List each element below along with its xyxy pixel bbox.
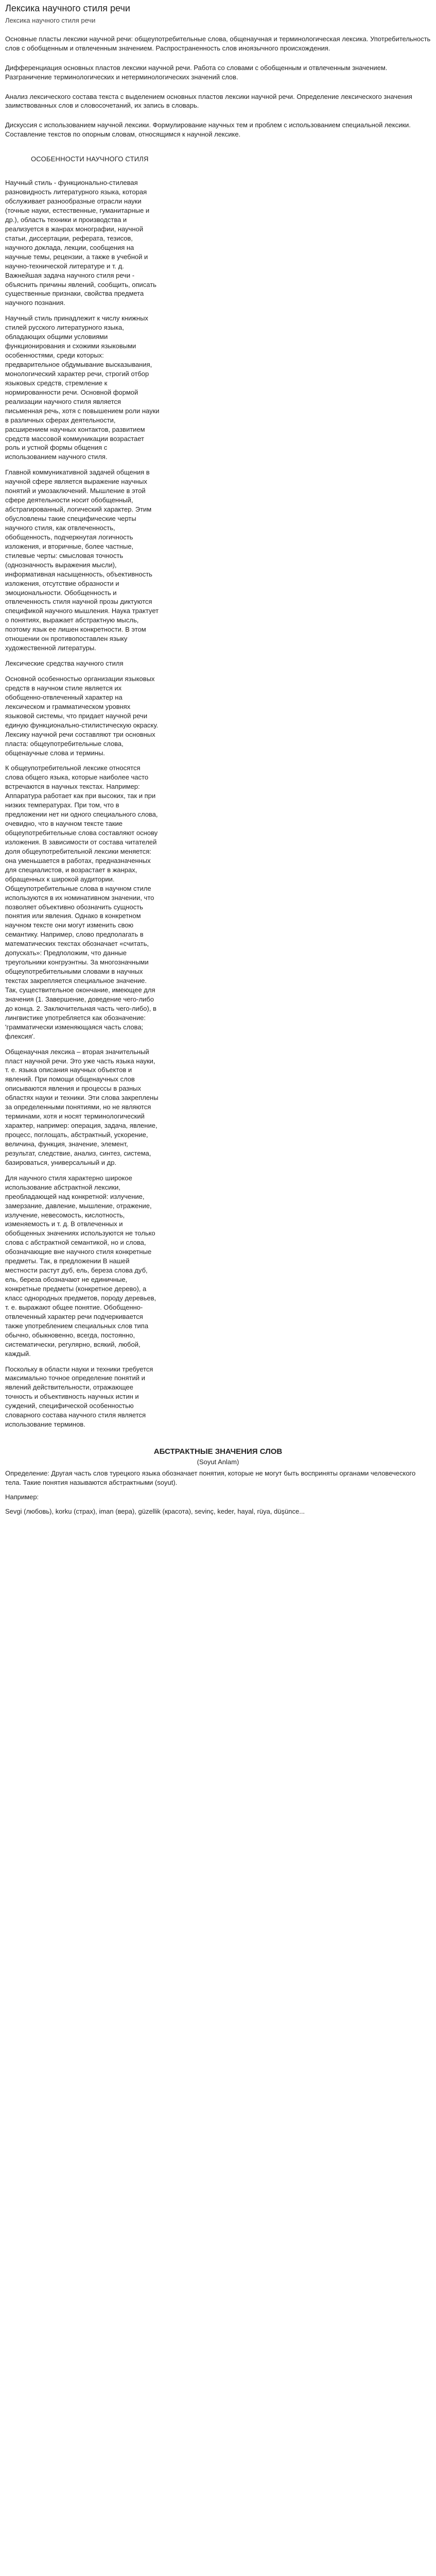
topic-paragraph: Анализ лексического состава текста с выделением основных пластов лексики научной речи. Определение лексического значения заимствованных слов и словосочетаний, их запись в словарь. bbox=[5, 92, 412, 110]
article-paragraph: Главной коммуникативной задачей общения в научной сфере является выражение научных понятий и умозаключений. Мышление в этой сфере деятельности носит обобщенный, абстрагированный, логический характер. Этим обусловлены такие специфические черты научного стиля, как отвлеченность, обобщенность, подчеркнутая логичность изложения, и вторичные, более частные, стилевые черты: смысловая точность (однозначность выражения мысли), информативная насыщенность, объективность изложения, отсутствие образности и эмоциональности. Обобщенность и отвлеченность стиля научной прозы диктуются спецификой научного мышления. Наука трактует о понятиях, выражает абстрактную мысль, поэтому язык ее лишен конкретности. В этом отношении он противопоставлен языку художественной литературы. bbox=[5, 468, 159, 652]
article-paragraph: Для научного стиля характерно широкое использование абстрактной лексики, преобладающей над конкретной: излучение, замерзание, давление, мышление, отражение, излучение, невесомость, кислотность, изменяемость и т. д. В отвлеченных и обобщенных значениях используются не только слова с абстрактной семантикой, но и слова, обозначающие вне научного стиля конкретные предметы. Так, в предложении В нашей местности растут дуб, ель, береза слова дуб, ель, береза обозначают не единичные, конкретные предметы (конкретное дерево), а класс однородных предметов, породу деревьев, т. е. выражают общее понятие. Обобщенно-отвлеченный характер речи подчеркивается также употреблением специальных слов типа обычно, обыкновенно, всегда, постоянно, систематически, регулярно, всякий, любой, каждый. bbox=[5, 1174, 156, 1358]
article-paragraph: Основной особенностью организации языковых средств в научном стиле является их обобщенно-отвлеченный характер на лексическом и грамматическом уровнях языковой системы, что придает научной речи единую функционально-стилистическую окраску. Лексику научной речи составляют три основных пласта: общеупотребительные слова, общенаучные слова и термины. bbox=[5, 675, 159, 757]
definition-paragraph: Определение: Другая часть слов турецкого языка обозначает понятия, которые не могут быть восприняты органами человеческого тела. Такие понятия называются абстрактными (soyut). bbox=[5, 1469, 416, 1486]
article-paragraph: Научный стиль - функционально-стилевая разновидность литературного языка, которая обслуживает разнообразные отрасли науки (точные науки, естественные, гуманитарные и др.), область техники и производства и реализуется в жанрах монографии, научной статьи, диссертации, реферата, тезисов, научного доклада, лекции, сообщения на научные темы, рецензии, а также в учебной и научно-технической литературе и т. д. Важнейшая задача научного стиля речи - объяснить причины явлений, сообщить, описать существенные признаки, свойства предмета научного познания. bbox=[5, 179, 156, 307]
topic-paragraph: Дискуссия с использованием научной лексики. Формулирование научных тем и проблем с использованием специальной лексики. Составление текстов по опорным словам, относящимся к научной лексике. bbox=[5, 121, 411, 139]
article-paragraph: Научный стиль принадлежит к числу книжных стилей русского литературного языка, обладающих общими условиями функционирования и схожими языковыми особенностями, среди которых: предварительное обдумывание высказывания, монологический характер речи, строгий отбор языковых средств, стремление к нормированности речи. Основной формой реализации научного стиля является письменная речь, хотя с повышением роли науки в различных сферах деятельности, расширением научных контактов, развитием средств массовой коммуникации возрастает роль и устной формы общения с использованием научного стиля. bbox=[5, 314, 160, 461]
section-heading: ОСОБЕННОСТИ НАУЧНОГО СТИЛЯ bbox=[31, 155, 149, 163]
abstract-section-title: АБСТРАКТНЫЕ ЗНАЧЕНИЯ СЛОВ bbox=[153, 1447, 283, 1456]
article-body bbox=[5, 178, 160, 1429]
example-words: Sevgi (любовь), korku (страх), iman (вера), güzellik (красота), sevinç, keder, hayal, rüya, düşünce... bbox=[5, 1507, 305, 1515]
article-paragraph: Поскольку в области науки и техники требуется максимально точное определение понятий и явлений действительности, отражающее точность и объективность научных истин и суждений, специфической особенностью словарного состава научного стиля является использование терминов. bbox=[5, 1365, 153, 1429]
article-paragraph: К общеупотребительной лексике относятся слова общего языка, которые наиболее часто встречаются в научных текстах. Например: Аппаратура работает как при высоких, так и при низких температурах. При том, что в предложении нет ни одного специального слова, очевидно, что в научном тексте такие общеупотребительные слова составляют основу изложения. В зависимости от состава читателей доля общеупотребительной лексики меняется: она уменьшается в работах, предназначенных для специалистов, и возрастает в жанрах, обращенных к широкой аудитории. Общеупотребительные слова в научном стиле используются в их номинативном значении, что позволяет объективно обозначить сущность понятия или явления. Однако в конкретном научном тексте они могут изменить свою семантику. Например, слово предполагать в математических текстах обозначает «считать, допускать»: Предположим, что данные треугольники конгруэнтны. За многозначными общеупотребительными словами в научных текстах закрепляется специальное значение. Так, существительное окончание, имеющее для значения (1. Завершение, доведение чего-либо до конца. 2. Заключительная часть чего-либо), в лингвистике употребляется как обозначение: 'грамматически изменяющаяся часть слова; флексия'. bbox=[5, 764, 158, 1040]
abstract-section-subtitle: (Soyut Anlam) bbox=[197, 1458, 239, 1466]
article-paragraph: Общенаучная лексика – вторая значительный пласт научной речи. Это уже часть языка науки, т. е. языка описания научных объектов и явлений. При помощи общенаучных слов описываются явления и процессы в разных областях науки и техники. Эти слова закреплены за определенными понятиями, но не являются терминами, хотя и носят терминологический характер, например: операция, задача, явление, процесс, поглощать, абстрактный, ускорение, величина, функция, значение, элемент, результат, следствие, анализ, синтез, система, базироваться, универсальный и др. bbox=[5, 1047, 159, 1166]
example-label: Например: bbox=[5, 1493, 39, 1501]
subsection-heading: Лексические средства научного стиля bbox=[5, 659, 124, 668]
topic-paragraph: Основные пласты лексики научной речи: общеупотребительные слова, общенаучная и терминологическая лексика. Употребительность слов с обобщенным и отвлеченным значением. Распространенность слов иноязычного происхождения. bbox=[5, 35, 431, 52]
topic-paragraph: Дифференциация основных пластов лексики научной речи. Работа со словами с обобщенным и отвлеченным значением. Разграничение терминологических и нетерминологических значений слов. bbox=[5, 63, 388, 81]
page-title: Лексика научного стиля речи bbox=[5, 3, 130, 13]
page-subtitle: Лексика научного стиля речи bbox=[5, 16, 96, 24]
abstract-body bbox=[5, 1469, 431, 1516]
topics-block bbox=[5, 35, 431, 140]
